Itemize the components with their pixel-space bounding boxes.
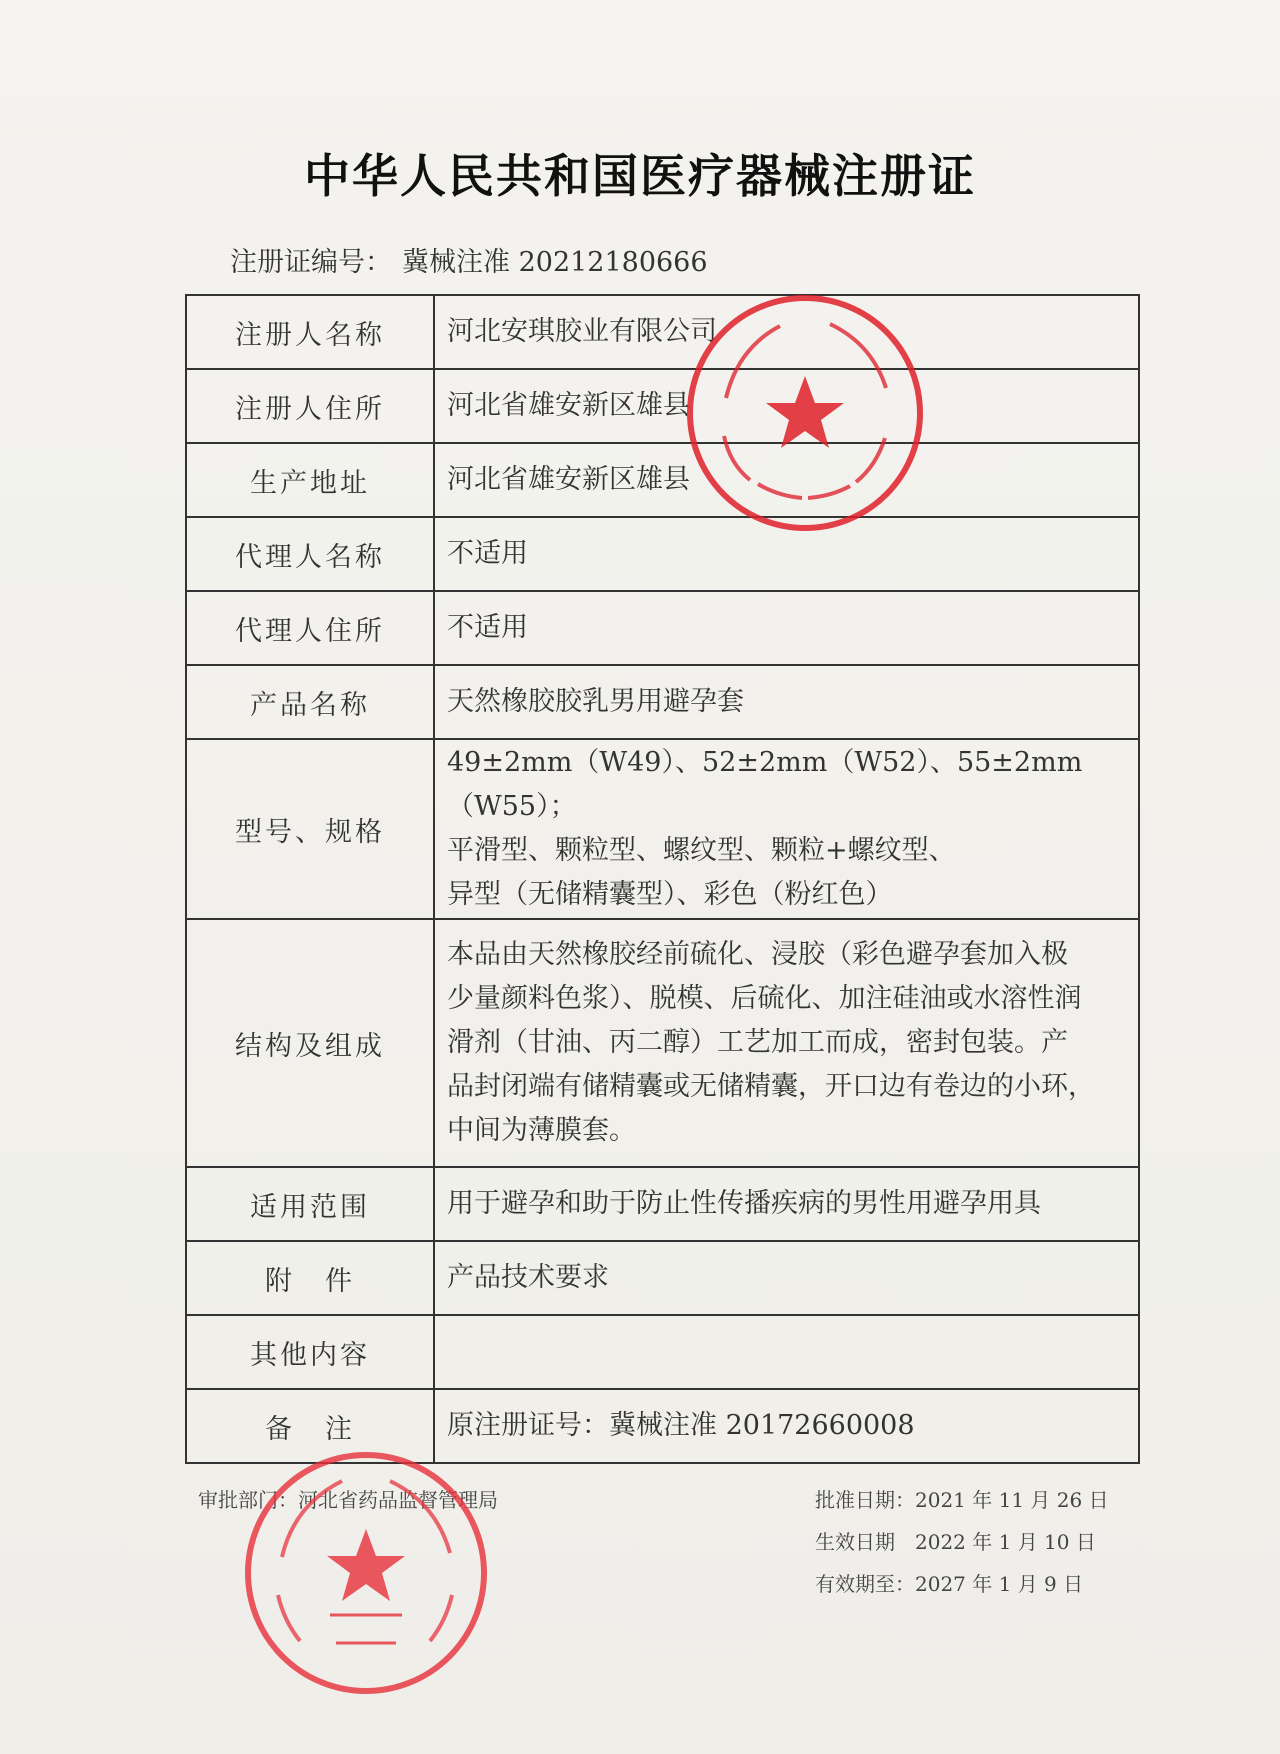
row-label-agent-name: 代理人名称 — [186, 517, 434, 591]
table-row — [186, 739, 1139, 919]
certificate-number-value: 冀械注准 20212180666 — [402, 247, 708, 278]
row-value-agent-address: 不适用 — [434, 591, 1139, 665]
row-label-model-spec: 型号、规格 — [186, 739, 434, 919]
approval-date: 批准日期：2021 年 11 月 26 日 — [815, 1488, 1109, 1512]
row-label-remarks: 备 注 — [186, 1389, 434, 1463]
row-value-registrant-name: 河北安琪胶业有限公司 — [434, 295, 1139, 369]
row-label-registrant-name: 注册人名称 — [186, 295, 434, 369]
star-icon — [327, 1529, 405, 1601]
table-row — [186, 443, 1139, 517]
table-row — [186, 295, 1139, 369]
row-value-attachment: 产品技术要求 — [434, 1241, 1139, 1315]
row-value-other — [434, 1315, 1139, 1389]
row-label-agent-address: 代理人住所 — [186, 591, 434, 665]
structure-line: 品封闭端有储精囊或无储精囊，开口边有卷边的小环， — [447, 1071, 1095, 1102]
table-row — [186, 369, 1139, 443]
table-row — [186, 517, 1139, 591]
spec-line: 49±2mm（W49）、52±2mm（W52）、55±2mm（W55）； — [447, 747, 1083, 822]
table-row — [186, 591, 1139, 665]
row-value-product-name: 天然橡胶胶乳男用避孕套 — [434, 665, 1139, 739]
row-value-scope: 用于避孕和助于防止性传播疾病的男性用避孕用具 — [434, 1167, 1139, 1241]
row-label-registrant-address: 注册人住所 — [186, 369, 434, 443]
row-value-production-address: 河北省雄安新区雄县 — [434, 443, 1139, 517]
structure-line: 中间为薄膜套。 — [447, 1115, 636, 1146]
table-row — [186, 1167, 1139, 1241]
structure-line: 少量颜料色浆）、脱模、后硫化、加注硅油或水溶性润 — [447, 983, 1082, 1014]
table-row — [186, 1315, 1139, 1389]
approval-authority: 审批部门：河北省药品监督管理局 — [198, 1488, 498, 1512]
table-row — [186, 919, 1139, 1167]
spec-line: 平滑型、颗粒型、螺纹型、颗粒+螺纹型、 — [447, 835, 956, 866]
company-seal-stamp — [680, 288, 930, 538]
page-title: 中华人民共和国医疗器械注册证 — [304, 149, 976, 203]
spec-line: 异型（无储精囊型）、彩色（粉红色） — [447, 879, 893, 910]
certificate-number — [230, 240, 718, 279]
table-row — [186, 665, 1139, 739]
row-label-attachment: 附 件 — [186, 1241, 434, 1315]
star-icon — [766, 376, 844, 448]
row-value-agent-name: 不适用 — [434, 517, 1139, 591]
row-value-registrant-address: 河北省雄安新区雄县 — [434, 369, 1139, 443]
table-row — [186, 1241, 1139, 1315]
row-label-other: 其他内容 — [186, 1315, 434, 1389]
row-value-remarks: 原注册证号：冀械注准 20172660008 — [434, 1389, 1139, 1463]
structure-line: 本品由天然橡胶经前硫化、浸胶（彩色避孕套加入极 — [447, 939, 1068, 970]
row-label-structure: 结构及组成 — [186, 919, 434, 1167]
authority-seal-stamp — [238, 1445, 494, 1701]
expiry-date: 有效期至：2027 年 1 月 9 日 — [815, 1572, 1084, 1596]
row-value-model-spec — [434, 739, 1139, 919]
registration-table — [185, 294, 1140, 1464]
row-label-scope: 适用范围 — [186, 1167, 434, 1241]
row-label-production-address: 生产地址 — [186, 443, 434, 517]
certificate-number-label: 注册证编号： — [230, 247, 392, 278]
row-value-structure — [434, 919, 1139, 1167]
effective-date: 生效日期 2022 年 1 月 10 日 — [815, 1530, 1096, 1554]
row-label-product-name: 产品名称 — [186, 665, 434, 739]
structure-line: 滑剂（甘油、丙二醇）工艺加工而成，密封包装。产 — [447, 1027, 1068, 1058]
